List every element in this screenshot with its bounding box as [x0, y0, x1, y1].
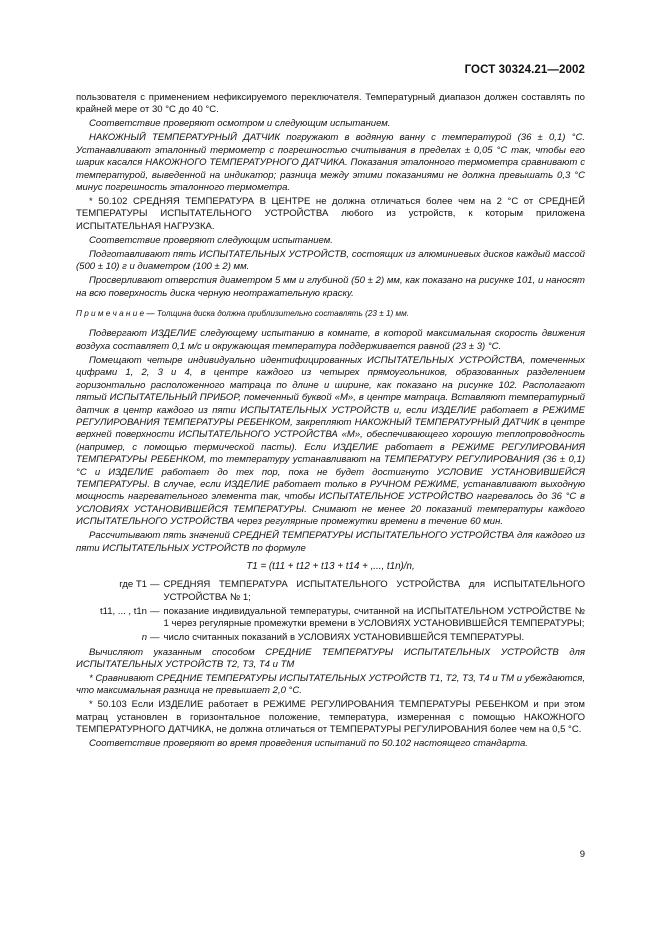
paragraph-7: Просверливают отверстия диаметром 5 мм и глубиной (50 ± 2) мм, как показано на рисунке 101, и наносят на всю поверхность диска черную неотражательную краску.: [76, 275, 585, 299]
paragraph-11-text: Вычисляют указанным способом СРЕДНИЕ ТЕМПЕРАТУРЫ ИСПЫТАТЕЛЬНЫХ УСТРОЙСТВ для ИСПЫТАТЕЛЬНЫХ УСТРОЙСТВ: [76, 646, 585, 670]
definition-term: t11, ... , t1n: [99, 605, 147, 617]
paragraph-10: Рассчитывают пять значений СРЕДНЕЙ ТЕМПЕРАТУРЫ ИСПЫТАТЕЛЬНОГО УСТРОЙСТВА для каждого из пяти ИСПЫТАТЕЛЬНЫХ УСТРОЙСТВ по формуле: [76, 530, 585, 554]
standard-header: ГОСТ 30324.21—2002: [464, 64, 585, 76]
definition-text: СРЕДНЯЯ ТЕМПЕРАТУРА ИСПЫТАТЕЛЬНОГО УСТРОЙСТВА для ИСПЫТАТЕЛЬНОГО УСТРОЙСТВА № 1;: [163, 579, 585, 603]
paragraph-5: Соответствие проверяют следующим испытанием.: [89, 234, 333, 246]
definition-item: [76, 606, 585, 631]
paragraph-2: Соответствие проверяют осмотром и следующим испытанием.: [89, 118, 391, 130]
definition-text: число считанных показаний в УСЛОВИЯХ УСТАНОВИВШЕЙСЯ ТЕМПЕРАТУРЫ.: [163, 632, 525, 644]
device-symbols: T1, T2, T3, T4 и TM: [429, 673, 515, 684]
formula: T1 = (t11 + t12 + t13 + t14 + ,..., t1n)/n,: [246, 560, 415, 572]
paragraph-clause-50-103: * 50.103 Если ИЗДЕЛИЕ работает в РЕЖИМЕ РЕГУЛИРОВАНИЯ ТЕМПЕРАТУРЫ РЕБЕНКОМ и при этом матрац установлен в горизонтальное положение, температура, измеренная с помощью НАКОЖНОГО ТЕМПЕРАТУРНОГО ДАТЧИКА, не должна отличаться от ТЕМПЕРАТУРЫ РЕГУЛИРОВАНИЯ более чем на 0,5 °С.: [76, 699, 585, 736]
paragraph-12-tail: и убеждаются, что максимальная разница не превышает 2,0 °С.: [76, 673, 585, 697]
paragraph-8: Подвергают ИЗДЕЛИЕ следующему испытанию в комнате, в которой максимальная скорость движения воздуха составляет 0,1 м/с и окружающая температура поддерживается равной (23 ± 3) °С.: [76, 328, 585, 352]
page-body: [76, 92, 585, 752]
paragraph-9: Помещают четыре индивидуально идентифицированных ИСПЫТАТЕЛЬНЫХ УСТРОЙСТВА, помеченных цифрами 1, 2, 3 и 4, в центре каждого из четырех прямоугольников, образованных разделением горизонтально расположенного матраца по длине и ширине, как показано на рисунке 102. Располагают пятый ИСПЫТАТЕЛЬНЫЙ ПРИБОР, помеченный буквой «М», в центре матраца. Вставляют температурный датчик в центр каждого из пяти ИСПЫТАТЕЛЬНЫХ УСТРОЙСТВ и, если ИЗДЕЛИЕ работает в РЕЖИМЕ РЕГУЛИРОВАНИЯ ТЕМПЕРАТУРЫ РЕБЕНКОМ, закрепляют НАКОЖНЫЙ ТЕМПЕРАТУРНЫЙ ДАТЧИК в центре верхней поверхности ИСПЫТАТЕЛЬНОГО УСТРОЙСТВА «М», обеспечивающего хорошую теплопроводность (например, с помощью термической пасты). Если ИЗДЕЛИЕ работает в РЕЖИМЕ РЕГУЛИРОВАНИЯ ТЕМПЕРАТУРЫ РЕБЕНКОМ, то температуру устанавливают на ТЕМПЕРАТУРУ РЕГУЛИРОВАНИЯ (36 ± 0,1) °С и ИЗДЕЛИЕ работает до тех пор, пока не будет достигнуто УСЛОВИЕ УСТАНОВИВШЕЙСЯ ТЕМПЕРАТУРЫ. В случае, если ИЗДЕЛИЕ работает только в РУЧНОМ РЕЖИМЕ, устанавливают выходную мощность нагревательного элемента так, чтобы ИСПЫТАТЕЛЬНОЕ УСТРОЙСТВО нагревалось до 36 °С в УСЛОВИЯХ УСТАНОВИВШЕЙСЯ ТЕМПЕРАТУРЫ. Снимают не менее 20 показаний температуры каждого ИСПЫТАТЕЛЬНОГО УСТРОЙСТВА через регулярные промежутки времени в течение 60 мин.: [76, 354, 585, 528]
definition-text: показание индивидуальной температуры, считанной на ИСПЫТАТЕЛЬНОМ УСТРОЙСТВЕ № 1 через регулярные промежутки времени в УСЛОВИЯХ УСТАНОВИВШЕЙСЯ ТЕМПЕРАТУРЫ;: [163, 605, 585, 630]
definition-item: [76, 632, 585, 644]
definition-item: [76, 579, 585, 604]
paragraph-1: пользователя с применением нефиксируемого переключателя. Температурный диапазон должен составлять по крайней мере от 30 °С до 40 °С.: [76, 92, 585, 116]
paragraph-12-text: * Сравнивают СРЕДНИЕ ТЕМПЕРАТУРЫ ИСПЫТАТЕЛЬНЫХ УСТРОЙСТВ: [89, 673, 427, 684]
paragraph-12: [76, 673, 585, 698]
definition-dash: —: [150, 632, 160, 644]
note: П р и м е ч а н и е — Толщина диска должна приблизительно составлять (23 ± 1) мм.: [76, 309, 410, 319]
paragraph-6: Подготавливают пять ИСПЫТАТЕЛЬНЫХ УСТРОЙСТВ, состоящих из алюминиевых дисков каждый массой (500 ± 10) г и диаметром (100 ± 2) мм.: [76, 248, 585, 273]
device-symbols: T2, T3, T4 и TM: [225, 659, 295, 670]
paragraph-14: Соответствие проверяют во время проведения испытаний по 50.102 настоящего стандарта.: [89, 738, 528, 750]
page-number: 9: [579, 849, 585, 860]
definition-term: n: [141, 632, 147, 644]
definition-dash: —: [150, 579, 160, 591]
definition-dash: —: [150, 605, 160, 617]
definition-term: где T1: [119, 579, 147, 591]
paragraph-clause-50-102: * 50.102 СРЕДНЯЯ ТЕМПЕРАТУРА В ЦЕНТРЕ не должна отличаться более чем на 2 °С от СРЕДНЕЙ ТЕМПЕРАТУРЫ ИСПЫТАТЕЛЬНОГО УСТРОЙСТВА любого из устройств, к которым приложена ИСПЫТАТЕЛЬНАЯ НАГРУЗКА.: [76, 196, 585, 232]
paragraph-11: [76, 647, 585, 672]
definitions-list: [76, 579, 585, 644]
paragraph-3: НАКОЖНЫЙ ТЕМПЕРАТУРНЫЙ ДАТЧИК погружают в водяную ванну с температурой (36 ± 0,1) °С. Устанавливают эталонный термометр с погрешностью считывания в пределах ± 0,05 °С так, чтобы его шарик касался НАКОЖНОГО ТЕМПЕРАТУРНОГО ДАТЧИКА. Показания эталонного термометра сравнивают с температурой, выведенной на индикатор; разница между этими показаниями не должна превышать 0,3 °С минус погрешность эталонного термометра.: [76, 132, 585, 194]
